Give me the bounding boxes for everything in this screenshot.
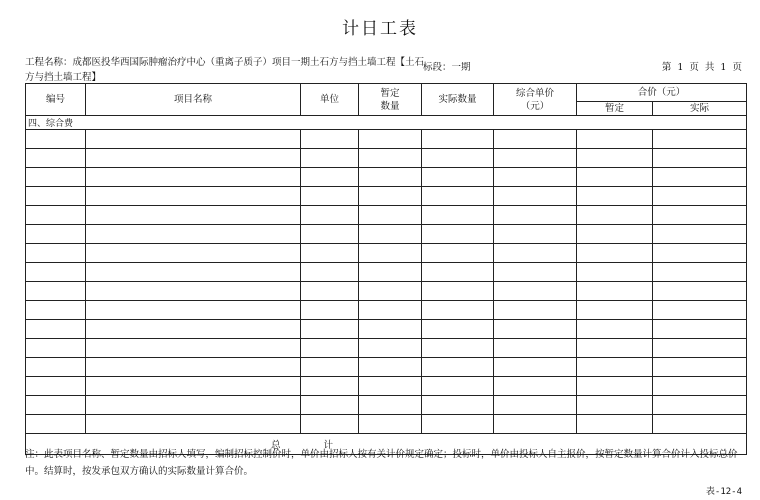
table-cell xyxy=(494,244,577,263)
table-cell xyxy=(577,263,653,282)
table-cell xyxy=(494,282,577,301)
table-row xyxy=(26,263,747,282)
table-cell xyxy=(577,225,653,244)
table-cell xyxy=(653,320,747,339)
table-cell xyxy=(359,358,422,377)
section-row-label: 四、综合费 xyxy=(26,116,747,130)
project-name xyxy=(25,55,425,85)
table-cell xyxy=(653,168,747,187)
table-cell xyxy=(26,396,86,415)
table-row xyxy=(26,225,747,244)
table-cell xyxy=(494,415,577,434)
table-cell xyxy=(422,377,494,396)
table-cell xyxy=(301,320,359,339)
table-cell xyxy=(26,244,86,263)
table-cell xyxy=(359,415,422,434)
table-cell xyxy=(359,396,422,415)
table-cell xyxy=(653,263,747,282)
table-cell xyxy=(359,187,422,206)
table-cell xyxy=(422,130,494,149)
table-cell xyxy=(359,225,422,244)
table-row xyxy=(26,282,747,301)
table-cell xyxy=(26,301,86,320)
table-cell xyxy=(577,377,653,396)
table-cell xyxy=(577,149,653,168)
table-cell xyxy=(86,149,301,168)
header-unit-price xyxy=(494,84,577,116)
table-cell xyxy=(26,358,86,377)
table-cell xyxy=(86,244,301,263)
section-label: 标段：一期 xyxy=(423,62,471,73)
form-code: 表-12-4 xyxy=(705,487,742,497)
table-cell xyxy=(26,168,86,187)
table-cell xyxy=(301,377,359,396)
table-row xyxy=(26,339,747,358)
header-item-name: 项目名称 xyxy=(86,84,301,116)
table-cell xyxy=(494,339,577,358)
project-name-line-2: 方与挡土墙工程】 xyxy=(25,72,102,83)
table-cell xyxy=(301,415,359,434)
table-cell xyxy=(494,206,577,225)
table-cell xyxy=(494,130,577,149)
table-cell xyxy=(494,377,577,396)
table-cell xyxy=(359,282,422,301)
table-cell xyxy=(86,168,301,187)
table-cell xyxy=(653,130,747,149)
header-unit-price-line-1: 综合单价 xyxy=(515,87,554,99)
table-cell xyxy=(301,396,359,415)
table-cell xyxy=(301,130,359,149)
table-cell xyxy=(301,168,359,187)
table-cell xyxy=(653,225,747,244)
table-cell xyxy=(494,149,577,168)
table-cell xyxy=(86,130,301,149)
table-cell xyxy=(359,301,422,320)
table-cell xyxy=(301,206,359,225)
table-cell xyxy=(494,396,577,415)
table-row xyxy=(26,358,747,377)
table-cell xyxy=(577,282,653,301)
table-cell xyxy=(577,168,653,187)
table-cell xyxy=(86,320,301,339)
table-row xyxy=(26,301,747,320)
table-cell xyxy=(26,282,86,301)
table-cell xyxy=(86,377,301,396)
page-info: 第 1 页 共 1 页 xyxy=(661,62,742,73)
table-cell xyxy=(86,206,301,225)
table-cell xyxy=(653,187,747,206)
table-cell xyxy=(359,206,422,225)
table-cell xyxy=(653,282,747,301)
table-cell xyxy=(494,168,577,187)
table-cell xyxy=(301,339,359,358)
table-row xyxy=(26,415,747,434)
header-unit-price-line-2: （元） xyxy=(520,100,550,112)
table-cell xyxy=(301,244,359,263)
table-cell xyxy=(26,320,86,339)
table-row xyxy=(26,320,747,339)
header-number: 编号 xyxy=(26,84,86,116)
table-cell xyxy=(653,396,747,415)
table-cell xyxy=(577,358,653,377)
table-cell xyxy=(86,301,301,320)
table-row xyxy=(26,187,747,206)
table-cell xyxy=(422,168,494,187)
table-cell xyxy=(422,415,494,434)
table-cell xyxy=(577,339,653,358)
table-cell xyxy=(359,168,422,187)
table-row xyxy=(26,149,747,168)
footnote: 注：此表项目名称、暂定数量由招标人填写，编制招标控制价时，单价由招标人按有关计价规定确定；投标时，单价由投标人自主报价，按暂定数量计算合价计入投标总价中。结算时，按发承包双方确认的实际数量计算合价。 xyxy=(25,449,738,477)
table-cell xyxy=(653,339,747,358)
table-cell xyxy=(577,206,653,225)
table-cell xyxy=(422,396,494,415)
table-cell xyxy=(86,263,301,282)
table-row xyxy=(26,206,747,225)
table-cell xyxy=(86,282,301,301)
table-cell xyxy=(86,396,301,415)
table-cell xyxy=(86,187,301,206)
table-cell xyxy=(359,320,422,339)
table-cell xyxy=(653,149,747,168)
table-cell xyxy=(494,358,577,377)
table-cell xyxy=(26,149,86,168)
table-row xyxy=(26,396,747,415)
table-cell xyxy=(422,244,494,263)
table-row xyxy=(26,130,747,149)
table-cell xyxy=(653,358,747,377)
table-cell xyxy=(359,244,422,263)
table-cell xyxy=(26,225,86,244)
table-cell xyxy=(577,187,653,206)
table-cell xyxy=(26,130,86,149)
header-provisional-qty-line-2: 数量 xyxy=(380,100,400,112)
table-cell xyxy=(86,415,301,434)
table-cell xyxy=(494,187,577,206)
table-header xyxy=(26,84,747,116)
header-provisional-qty-line-1: 暂定 xyxy=(380,87,400,99)
project-name-line-1: 工程名称：成都医投华西国际肿瘤治疗中心（重离子质子）项目一期土石方与挡土墙工程【土石 xyxy=(25,57,425,68)
table-cell xyxy=(86,358,301,377)
header-provisional-qty xyxy=(359,84,422,116)
table-row xyxy=(26,377,747,396)
header-actual-qty: 实际数量 xyxy=(422,84,494,116)
table-cell xyxy=(422,301,494,320)
table-cell xyxy=(301,301,359,320)
table-cell xyxy=(577,396,653,415)
table-cell xyxy=(577,130,653,149)
table-cell xyxy=(494,320,577,339)
table-cell xyxy=(301,358,359,377)
table-cell xyxy=(359,263,422,282)
table-cell xyxy=(359,149,422,168)
table-row xyxy=(26,168,747,187)
header-total-actual: 实际 xyxy=(653,102,747,116)
table-row xyxy=(26,244,747,263)
table-cell xyxy=(86,339,301,358)
table-cell xyxy=(301,225,359,244)
table-cell xyxy=(422,187,494,206)
table-cell xyxy=(422,358,494,377)
table-cell xyxy=(653,206,747,225)
table-cell xyxy=(359,130,422,149)
table-cell xyxy=(422,263,494,282)
table-cell xyxy=(653,377,747,396)
table-cell xyxy=(26,339,86,358)
table-cell xyxy=(301,187,359,206)
table-cell xyxy=(422,225,494,244)
table-cell xyxy=(577,320,653,339)
table-cell xyxy=(26,206,86,225)
table-cell xyxy=(653,301,747,320)
table-cell xyxy=(359,339,422,358)
table-cell xyxy=(422,206,494,225)
table-body xyxy=(26,116,747,434)
table-cell xyxy=(494,225,577,244)
header-total-provisional: 暂定 xyxy=(577,102,653,116)
table-cell xyxy=(26,187,86,206)
table-cell xyxy=(301,282,359,301)
table-cell xyxy=(422,149,494,168)
table-cell xyxy=(26,377,86,396)
table-cell xyxy=(653,415,747,434)
table-cell xyxy=(653,244,747,263)
table-cell xyxy=(577,244,653,263)
page-title: 计日工表 xyxy=(342,19,418,39)
header-unit: 单位 xyxy=(301,84,359,116)
table-cell xyxy=(301,263,359,282)
table-cell xyxy=(301,149,359,168)
table-cell xyxy=(422,320,494,339)
table-cell xyxy=(359,377,422,396)
table-cell xyxy=(577,415,653,434)
daywork-table xyxy=(25,83,747,455)
table-cell xyxy=(26,263,86,282)
table-cell xyxy=(494,263,577,282)
header-total-price: 合价（元） xyxy=(577,84,747,102)
total-row-label: 总 计 xyxy=(26,434,747,455)
table-cell xyxy=(86,225,301,244)
table-cell xyxy=(26,415,86,434)
table-cell xyxy=(494,301,577,320)
table-cell xyxy=(422,339,494,358)
table-cell xyxy=(422,282,494,301)
table-cell xyxy=(577,301,653,320)
